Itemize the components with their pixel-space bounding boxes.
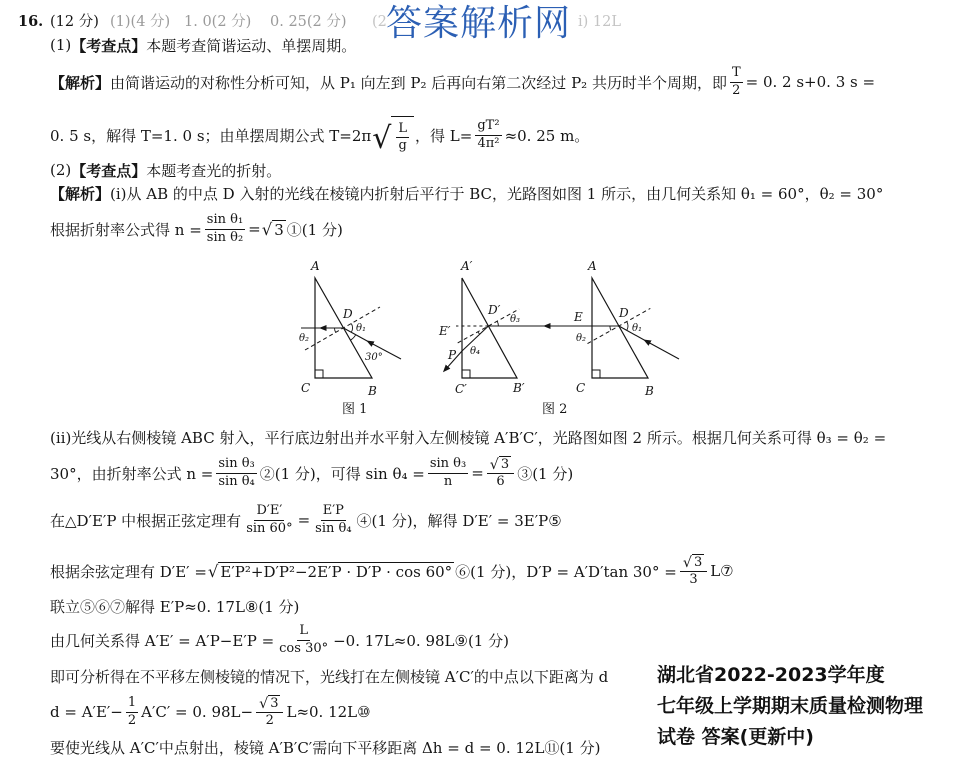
- answer-part1-value: 1. 0(2 分): [184, 14, 252, 30]
- solution-tag: 【解析】: [50, 184, 111, 203]
- fraction-L-over-cos30: [277, 623, 330, 657]
- point-label-d: D: [619, 306, 629, 320]
- vertex-label-c: C: [576, 381, 586, 395]
- fraction-denominator: 2: [732, 82, 741, 98]
- fraction-sin-theta3-over-n: [428, 456, 468, 490]
- equals-sign: =: [297, 511, 311, 529]
- right-angle-mark: [592, 370, 600, 378]
- part2-ii-equation-10-line: [50, 695, 371, 729]
- fraction-EP-over-sin-theta4: [313, 503, 353, 537]
- radicand: √ 3: [500, 457, 510, 473]
- solution-text: (ⅱ)光线从右侧棱镜 ABC 射入，平行底边射出并水平射入左侧棱镜 A′B′C′，光路图如图 2 所示。根据几何关系可得 θ₃ = θ₂ =: [50, 428, 887, 447]
- fraction-numerator: L: [297, 623, 310, 640]
- solution-tag: 【解析】: [50, 73, 111, 92]
- angle-label-theta2: θ₂: [576, 333, 587, 344]
- solution-text: 0. 5 s，解得 T=1. 0 s；由单摆周期公式 T=2π: [50, 126, 372, 145]
- topic-text: 本题考查光的折射。: [146, 161, 282, 180]
- fraction-numerator: sin θ₃: [428, 456, 468, 473]
- topic-text: 本题考查简谐运动、单摆周期。: [146, 36, 357, 55]
- fraction-numerator: [680, 554, 707, 572]
- equals-sign: =: [248, 220, 261, 238]
- solution-text: 在△D′E′P 中根据正弦定理有: [50, 511, 242, 530]
- angle-arc-theta2: [335, 328, 336, 333]
- radicand: √ 3: [693, 555, 703, 571]
- solution-text: = 0. 2 s+0. 3 s =: [745, 73, 876, 91]
- vertex-label-b: B: [645, 384, 654, 398]
- solution-text: L⑦: [710, 562, 734, 580]
- fraction-one-half: [126, 695, 138, 729]
- fraction-denominator: sin θ₂: [206, 229, 244, 245]
- angle-arc-theta4: [478, 332, 480, 334]
- answer-part2-label: (2: [372, 14, 387, 30]
- fraction-denominator: cos 30°: [279, 640, 329, 656]
- vertex-label-a: A: [588, 259, 597, 273]
- solution-text: 由几何关系得 A′E′ = A′P−E′P =: [50, 631, 275, 650]
- point-label-p: P: [448, 348, 457, 362]
- solution-text: 联立⑤⑥⑦解得 E′P≈0. 17L⑧(1 分): [50, 597, 300, 616]
- solution-text: 根据余弦定理有 D′E′ =: [50, 562, 207, 581]
- fraction-numerator: sin θ₃: [216, 456, 256, 473]
- right-angle-mark: [462, 370, 470, 378]
- fraction-denominator: 3: [689, 571, 698, 587]
- solution-text: 即可分析得在不平移左侧棱镜的情况下，光线打在左侧棱镜 A′C′的中点以下距离为 d: [50, 667, 609, 686]
- fraction-half-period: [730, 65, 743, 99]
- angle-arc-theta1: [351, 324, 352, 333]
- solution-text: (ⅰ)从 AB 的中点 D 入射的光线在棱镜内折射后平行于 BC，光路图如图 1 所示，由几何关系知 θ₁ = 60°，θ₂ = 30°: [110, 184, 884, 203]
- vertex-label-a: A: [311, 259, 320, 273]
- fraction-numerator: sin θ₁: [205, 212, 245, 229]
- part2-ii-equation-9-line: [50, 623, 509, 657]
- answer-part1-label: (1)(4 分): [110, 14, 171, 30]
- solution-text: ，得 L=: [415, 126, 473, 145]
- part1-label: (1): [50, 36, 72, 54]
- solution-text: ≈0. 25 m。: [504, 126, 590, 145]
- solution-text: 30°，由折射率公式 n =: [50, 464, 214, 483]
- question-score: (12 分): [50, 14, 99, 30]
- fraction-denominator: 6: [496, 473, 505, 489]
- point-label-e: E: [574, 310, 583, 324]
- angle-arc-30: [350, 335, 355, 341]
- angle-label-theta2: θ₂: [299, 333, 310, 344]
- fraction-numerator: D′E′: [254, 503, 284, 520]
- fraction-numerator: gT²: [475, 118, 501, 135]
- overlay-line-1: 湖北省2022-2023学年度: [657, 664, 885, 686]
- part2-i-equation-line: [50, 214, 343, 244]
- fraction-denominator: n: [443, 473, 453, 489]
- fraction-numerator: √ L: [396, 121, 409, 138]
- point-label-d-prime: D′: [488, 303, 501, 317]
- part2-ii-analysis-line: [50, 661, 608, 691]
- solution-text: A′C′ = 0. 98L−: [141, 703, 254, 721]
- solution-text: ⑥(1 分)，D′P = A′D′tan 30° =: [455, 562, 677, 581]
- fraction-numerator: 1: [126, 695, 138, 712]
- right-angle-mark: [315, 370, 323, 378]
- angle-arc-theta3: [497, 321, 498, 326]
- vertex-label-a-prime: A′: [461, 259, 473, 273]
- fraction-denominator: 4π²: [477, 135, 500, 151]
- fraction-sin-theta3-over-sin-theta4: [216, 456, 256, 490]
- fraction-numerator: E′P: [321, 503, 346, 520]
- fraction-sqrt3-over-2: [256, 695, 283, 729]
- vertex-label-c: C: [301, 381, 311, 395]
- point-label-e-prime: E′: [439, 324, 451, 338]
- part2-label: (2): [50, 161, 72, 179]
- angle-label-30: 30°: [365, 352, 383, 363]
- part2-ii-equation-2-line: [50, 456, 573, 490]
- part2-ii-solution-line: [50, 422, 886, 452]
- part2-ii-conclusion-line: [50, 732, 600, 762]
- fraction-sqrt3-over-6: [487, 456, 514, 490]
- square-root-3: [683, 554, 704, 571]
- fraction-refractive-index: [205, 212, 245, 246]
- radicand: √ 3: [274, 220, 284, 239]
- solution-text: ④(1 分)，解得 D′E′ = 3E′P⑤: [356, 511, 562, 530]
- square-root-3: [262, 220, 286, 239]
- figure-1: [299, 259, 401, 417]
- angle-arc-theta1: [627, 322, 628, 331]
- radicand: [391, 116, 414, 155]
- vertex-label-b-prime: B′: [513, 381, 525, 395]
- solution-text: L≈0. 12L⑩: [286, 703, 371, 721]
- solution-text: ③(1 分): [517, 464, 574, 483]
- fraction-sqrt3-over-3: [680, 554, 707, 588]
- square-root-cosine-law: [208, 562, 454, 581]
- solution-text: ①(1 分): [286, 220, 343, 239]
- solution-text: ②(1 分)，可得 sin θ₄ =: [259, 464, 425, 483]
- part2-i-solution-line: [50, 178, 883, 208]
- answer-part2-value: i) 12L: [578, 14, 621, 30]
- square-root-3: [490, 456, 511, 473]
- fraction-denominator: sin 60°: [246, 520, 293, 536]
- angle-label-theta3: θ₃: [510, 314, 521, 325]
- radicand: √ 3: [270, 696, 279, 712]
- overlay-line-2: 七年级上学期期末质量检测物理: [657, 695, 924, 717]
- fraction-denominator: sin θ₄: [315, 520, 352, 536]
- square-root-L-over-g: [372, 116, 414, 155]
- fraction-denominator: 2: [265, 712, 274, 728]
- fraction-denominator: 2: [127, 712, 137, 728]
- watermark: 答案解析网: [386, 3, 572, 44]
- topic-tag: 【考查点】: [71, 161, 147, 180]
- angle-label-theta1: θ₁: [632, 323, 643, 334]
- answer-part1-value-2: 0. 25(2 分): [270, 14, 347, 30]
- solution-text: 要使光线从 A′C′中点射出，棱镜 A′B′C′需向下平移距离 Δh = d = 0. 12L⑪(1 分): [50, 738, 601, 757]
- topic-tag: 【考查点】: [71, 36, 147, 55]
- radicand: √ E′P²+D′P²−2E′P · D′P · cos 60°: [220, 562, 453, 581]
- solution-text: 根据折射率公式得 n =: [50, 220, 202, 239]
- light-path-figures: [280, 252, 690, 424]
- angle-label-theta4: θ₄: [470, 346, 481, 357]
- fraction-denominator: g: [398, 138, 407, 153]
- solution-text: −0. 17L≈0. 98L⑨(1 分): [333, 631, 509, 650]
- fraction-L-over-g: [396, 121, 409, 155]
- angle-label-theta1: θ₁: [356, 323, 367, 334]
- part1-topic-line: [50, 30, 356, 60]
- figure-caption: 图 2: [542, 402, 568, 417]
- square-root-3: [259, 695, 280, 712]
- figure-caption: 图 1: [342, 402, 368, 417]
- overlay-line-3: 试卷 答案(更新中): [657, 726, 814, 748]
- figure-2: [438, 259, 679, 417]
- angle-arc-theta2: [610, 326, 611, 330]
- point-label-d: D: [343, 307, 353, 321]
- fraction-numerator: [256, 695, 283, 713]
- prism-a-prime-b-prime-c-prime: [462, 278, 517, 378]
- fraction-DE-over-sin60: [244, 503, 294, 537]
- part1-solution-line: [50, 67, 875, 97]
- fraction-denominator: sin θ₄: [218, 473, 255, 489]
- vertex-label-b: B: [368, 384, 377, 398]
- solution-text: 由简谐运动的对称性分析可知，从 P₁ 向左到 P₂ 后再向右第二次经过 P₂ 共历时半个周期，即: [110, 73, 727, 92]
- solution-text: d = A′E′−: [50, 703, 123, 721]
- fraction-numerator: T: [730, 65, 743, 82]
- part2-ii-equation-6-line: [50, 554, 734, 588]
- part2-ii-equation-8-line: [50, 591, 299, 621]
- question-number: 16.: [18, 13, 44, 30]
- part1-solution-line-2: [50, 117, 589, 153]
- fraction-gT2-over-4pi2: [475, 118, 501, 152]
- incident-ray: [646, 341, 679, 359]
- part2-ii-equation-4-line: [50, 503, 562, 537]
- exam-title-overlay: [655, 660, 957, 753]
- fraction-numerator: [487, 456, 514, 474]
- vertex-label-c-prime: C′: [455, 382, 467, 396]
- equals-sign: =: [471, 464, 484, 482]
